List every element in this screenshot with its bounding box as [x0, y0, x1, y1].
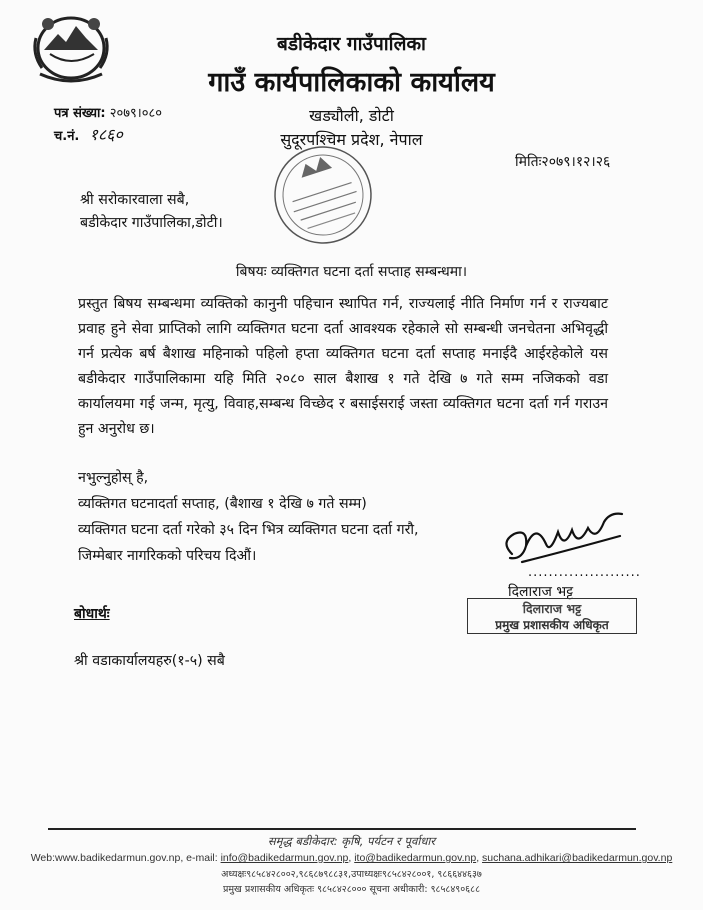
letter-date: मितिः२०७९।१२।२६	[515, 154, 611, 170]
note-line-1: नभुल्नुहोस् है,	[78, 470, 149, 486]
recipient-line-2: बडीकेदार गाउँपालिका,डोटी।	[80, 215, 223, 231]
footer-divider	[48, 828, 636, 830]
note-line-2: व्यक्तिगत घटनादर्ता सप्ताह, (बैशाख १ देखि ७ गते सम्म)	[78, 496, 367, 512]
stamp-title: प्रमुख प्रशासकीय अधिकृत	[495, 618, 609, 632]
note-line-3: व्यक्तिगत घटना दर्ता गरेको ३५ दिन भित्र व्यक्तिगत घटना दर्ता गरौ,	[78, 522, 419, 538]
subject-line: बिषयः व्यक्तिगत घटना दर्ता सप्ताह सम्बन्धमा।	[235, 264, 468, 280]
cc-item: श्री वडाकार्यालयहरु(१-५) सबै	[74, 653, 225, 669]
address-line-2: सुदूरपश्चिम प्रदेश, नेपाल	[280, 130, 423, 149]
signature-dots: ......................	[528, 565, 641, 580]
patra-value: २०७९।०८०	[109, 106, 162, 121]
footer-contacts: Web:www.badikedarmun.gov.np, e-mail: info@badikedarmun.gov.np, ito@badikedarmun.gov.np, suchana.adhikari@badikedarmun.gov.np	[30, 852, 673, 864]
patra-label: पत्र संख्या:	[54, 106, 106, 121]
footer-motto: समृद्ध बडीकेदार: कृषि, पर्यटन र पूर्वाधार	[267, 834, 436, 848]
signatory-name: दिलाराज भट्ट	[508, 584, 574, 600]
address-line-1: खड्यौली, डोटी	[309, 106, 394, 125]
note-line-4: जिम्मेबार नागरिकको परिचय दिऔं।	[78, 548, 257, 564]
email-link-info[interactable]: info@badikedarmun.gov.np	[220, 852, 349, 864]
web-link[interactable]: www.badikedarmun.gov.np	[55, 852, 181, 864]
body-paragraph: प्रस्तुत बिषय सम्बन्धमा व्यक्तिको कानुनी पहिचान स्थापित गर्न, राज्यलाई नीति निर्माण गर्न र राज्यबाट प्रवाह हुने सेवा प्राप्तिको लागि व्यक्तिगत घटना दर्ता आवश्यक रहेकाले सो सम्बन्धी जनचेतना अभिवृद्धी गर्न प्रत्येक बर्ष बैशाख महिनाको पहिलो हप्ता व्यक्तिगत घटना दर्ता सप्ताह मनाईदै आईरहेकोले यस बडीकेदार गाउँपालिकामा यहि मिति २०८० साल बैशाख १ गते देखि ७ गते सम्म नजिकको वडा कार्यालयमा गई जन्म, मृत्यु, विवाह,सम्बन्ध विच्छेद र बसाईसराई जस्ता व्यक्तिगत घटना दर्ता गर्न गराउन हुन अनुरोध छ।	[78, 296, 608, 437]
footer-phones-2: प्रमुख प्रशासकीय अधिकृतः ९८५८४२८००० सूचना अधीकारी: ९८५८४९०६८८	[222, 884, 481, 895]
email-label: , e-mail:	[180, 852, 218, 864]
footer-phones-1: अध्यक्षः९८५८४२८००२,९८६८७९८८३१,उपाध्यक्षः९८५८४२८००१, ९८६६४४६३७	[221, 869, 482, 880]
email-link-suchana[interactable]: suchana.adhikari@badikedarmun.gov.np	[482, 852, 673, 864]
chalani-value: १८६०	[89, 125, 123, 144]
office-stamp-icon	[268, 140, 378, 250]
stamp-name: दिलाराज भट्ट	[522, 601, 582, 616]
chalani-label: च.नं.	[54, 129, 80, 144]
office-name: गाउँ कार्यपालिकाको कार्यालय	[208, 67, 495, 98]
web-label: Web:	[30, 852, 56, 864]
recipient-line-1: श्री सरोकारवाला सबै,	[80, 192, 190, 208]
municipality-name: बडीकेदार गाउँपालिका	[277, 33, 426, 55]
signature-icon	[492, 502, 632, 572]
designation-stamp	[467, 598, 637, 634]
email-link-ito[interactable]: ito@badikedarmun.gov.np	[354, 852, 477, 864]
cc-label: बोधार्थः	[74, 606, 110, 622]
